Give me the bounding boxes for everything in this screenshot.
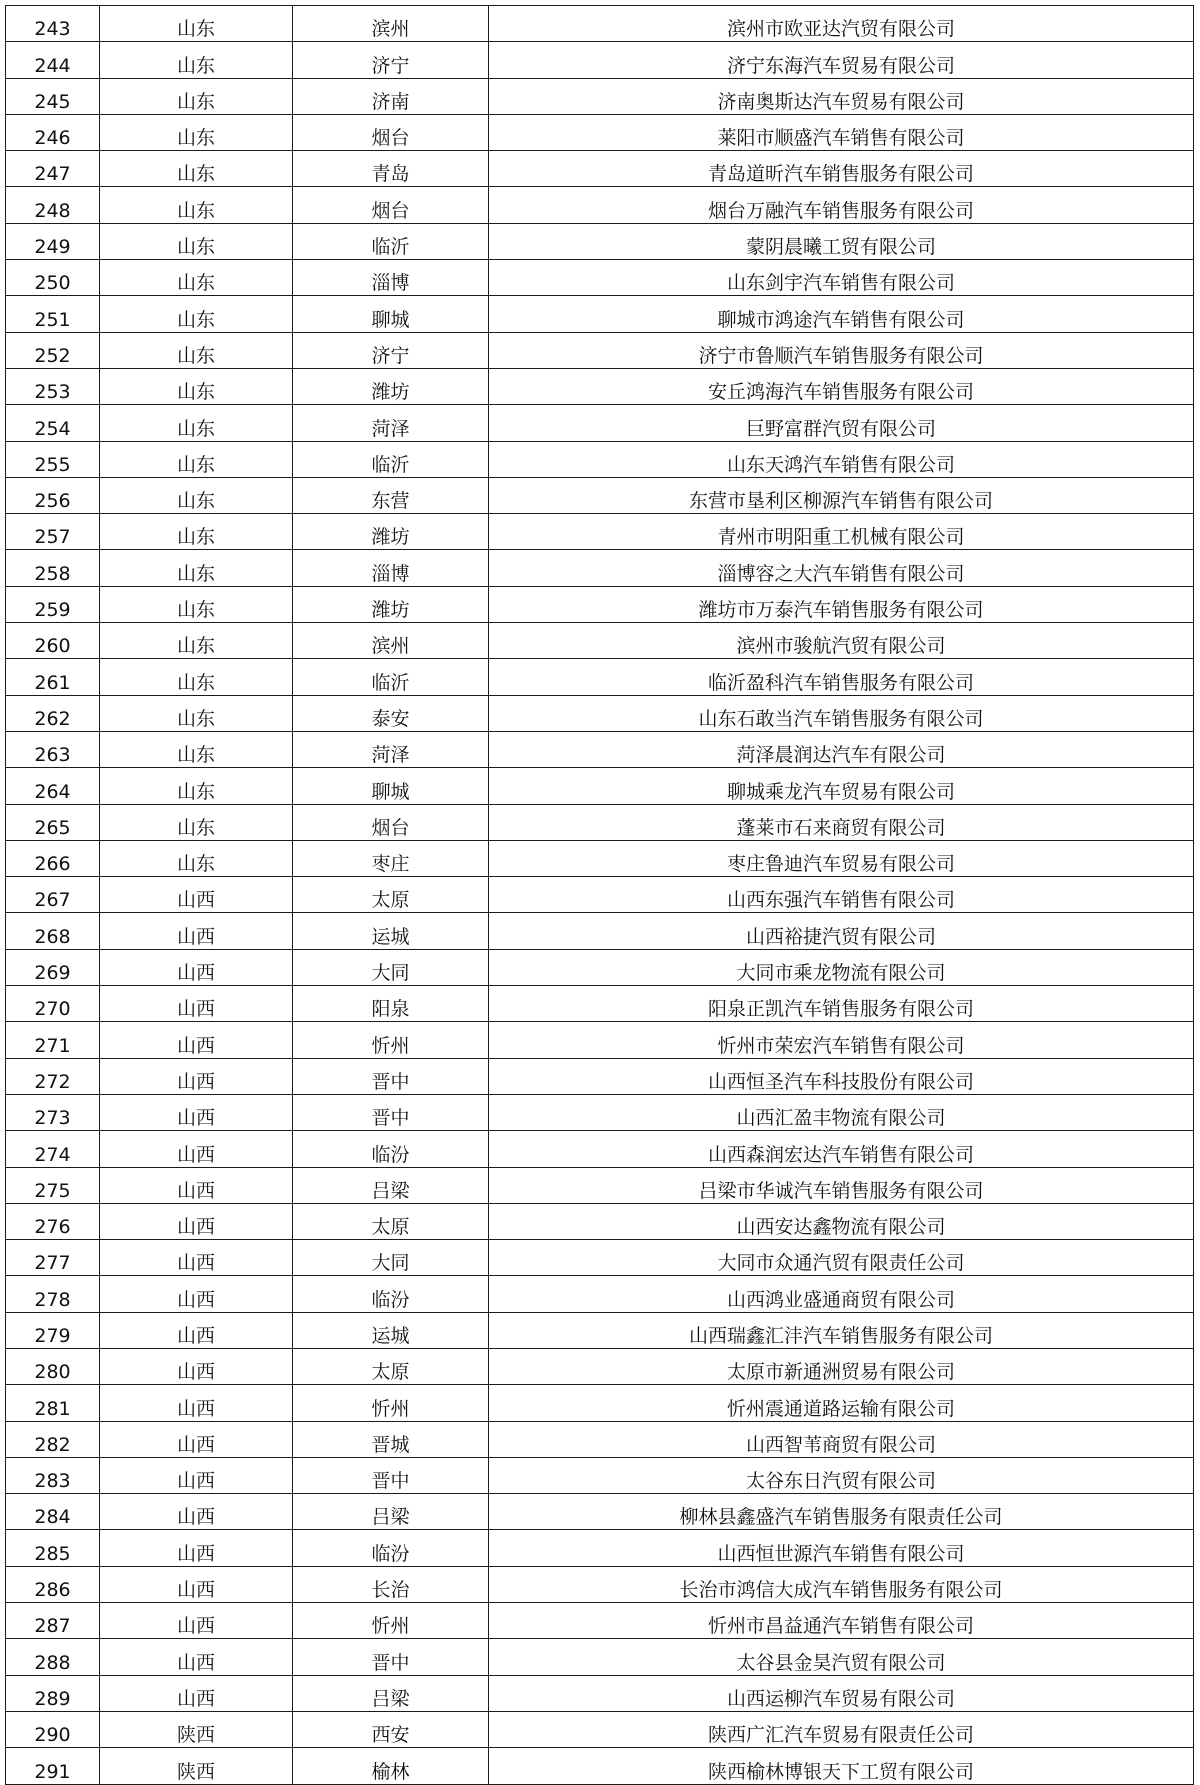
row-number-cell: 245 xyxy=(6,78,100,114)
table-row xyxy=(6,1131,1194,1167)
table-row xyxy=(6,1094,1194,1130)
province-cell: 山东 xyxy=(100,6,293,42)
company-name-cell: 山西森润宏达汽车销售有限公司 xyxy=(489,1131,1194,1167)
row-number-cell: 274 xyxy=(6,1131,100,1167)
table-row xyxy=(6,1639,1194,1675)
row-number-cell: 261 xyxy=(6,659,100,695)
city-cell: 太原 xyxy=(293,1203,489,1239)
table-row xyxy=(6,1276,1194,1312)
province-cell: 山东 xyxy=(100,514,293,550)
company-name-cell: 淄博容之大汽车销售有限公司 xyxy=(489,550,1194,586)
row-number-cell: 250 xyxy=(6,260,100,296)
province-cell: 山东 xyxy=(100,187,293,223)
company-name-cell: 枣庄鲁迪汽车贸易有限公司 xyxy=(489,840,1194,876)
table-row xyxy=(6,1530,1194,1566)
city-cell: 晋中 xyxy=(293,1457,489,1493)
table-row xyxy=(6,1203,1194,1239)
table-row xyxy=(6,6,1194,42)
city-cell: 运城 xyxy=(293,1312,489,1348)
province-cell: 山东 xyxy=(100,260,293,296)
row-number-cell: 264 xyxy=(6,768,100,804)
company-name-cell: 忻州市荣宏汽车销售有限公司 xyxy=(489,1022,1194,1058)
company-name-cell: 菏泽晨润达汽车有限公司 xyxy=(489,731,1194,767)
company-name-cell: 滨州市骏航汽贸有限公司 xyxy=(489,623,1194,659)
city-cell: 运城 xyxy=(293,913,489,949)
company-name-cell: 陕西榆林博银天下工贸有限公司 xyxy=(489,1748,1194,1784)
table-row xyxy=(6,913,1194,949)
company-name-cell: 柳林县鑫盛汽车销售服务有限责任公司 xyxy=(489,1494,1194,1530)
company-name-cell: 滨州市欧亚达汽贸有限公司 xyxy=(489,6,1194,42)
row-number-cell: 289 xyxy=(6,1675,100,1711)
table-row xyxy=(6,1348,1194,1384)
table-row xyxy=(6,1240,1194,1276)
table-row xyxy=(6,78,1194,114)
province-cell: 山西 xyxy=(100,1385,293,1421)
row-number-cell: 288 xyxy=(6,1639,100,1675)
province-cell: 山东 xyxy=(100,296,293,332)
table-row xyxy=(6,114,1194,150)
row-number-cell: 287 xyxy=(6,1603,100,1639)
row-number-cell: 260 xyxy=(6,623,100,659)
city-cell: 临沂 xyxy=(293,659,489,695)
table-row xyxy=(6,223,1194,259)
table-row xyxy=(6,441,1194,477)
row-number-cell: 247 xyxy=(6,151,100,187)
row-number-cell: 246 xyxy=(6,114,100,150)
company-name-cell: 阳泉正凯汽车销售服务有限公司 xyxy=(489,986,1194,1022)
province-cell: 山西 xyxy=(100,1457,293,1493)
province-cell: 山西 xyxy=(100,1639,293,1675)
city-cell: 阳泉 xyxy=(293,986,489,1022)
table-row xyxy=(6,1494,1194,1530)
row-number-cell: 252 xyxy=(6,332,100,368)
table-row xyxy=(6,986,1194,1022)
city-cell: 榆林 xyxy=(293,1748,489,1784)
row-number-cell: 249 xyxy=(6,223,100,259)
table-row xyxy=(6,296,1194,332)
city-cell: 临沂 xyxy=(293,441,489,477)
city-cell: 潍坊 xyxy=(293,514,489,550)
company-name-cell: 山西恒圣汽车科技股份有限公司 xyxy=(489,1058,1194,1094)
table-row xyxy=(6,1603,1194,1639)
row-number-cell: 259 xyxy=(6,586,100,622)
row-number-cell: 269 xyxy=(6,949,100,985)
province-cell: 山西 xyxy=(100,877,293,913)
province-cell: 山西 xyxy=(100,913,293,949)
province-cell: 山东 xyxy=(100,659,293,695)
city-cell: 聊城 xyxy=(293,296,489,332)
table-row xyxy=(6,659,1194,695)
province-cell: 陕西 xyxy=(100,1748,293,1784)
table-row xyxy=(6,550,1194,586)
row-number-cell: 263 xyxy=(6,731,100,767)
city-cell: 聊城 xyxy=(293,768,489,804)
province-cell: 山东 xyxy=(100,623,293,659)
table-row xyxy=(6,949,1194,985)
city-cell: 太原 xyxy=(293,877,489,913)
row-number-cell: 248 xyxy=(6,187,100,223)
province-cell: 山西 xyxy=(100,1022,293,1058)
row-number-cell: 271 xyxy=(6,1022,100,1058)
company-name-cell: 烟台万融汽车销售服务有限公司 xyxy=(489,187,1194,223)
company-name-cell: 大同市乘龙物流有限公司 xyxy=(489,949,1194,985)
table-row xyxy=(6,187,1194,223)
row-number-cell: 244 xyxy=(6,42,100,78)
table-row xyxy=(6,1675,1194,1711)
company-name-cell: 山西运柳汽车贸易有限公司 xyxy=(489,1675,1194,1711)
province-cell: 山西 xyxy=(100,1675,293,1711)
province-cell: 山东 xyxy=(100,731,293,767)
company-name-cell: 长治市鸿信大成汽车销售服务有限公司 xyxy=(489,1566,1194,1602)
row-number-cell: 255 xyxy=(6,441,100,477)
province-cell: 山西 xyxy=(100,1276,293,1312)
city-cell: 济南 xyxy=(293,78,489,114)
city-cell: 烟台 xyxy=(293,804,489,840)
city-cell: 忻州 xyxy=(293,1385,489,1421)
city-cell: 临汾 xyxy=(293,1530,489,1566)
province-cell: 山西 xyxy=(100,986,293,1022)
city-cell: 潍坊 xyxy=(293,586,489,622)
province-cell: 山西 xyxy=(100,1131,293,1167)
table-row xyxy=(6,1457,1194,1493)
province-cell: 山西 xyxy=(100,1530,293,1566)
row-number-cell: 291 xyxy=(6,1748,100,1784)
company-name-cell: 潍坊市万泰汽车销售服务有限公司 xyxy=(489,586,1194,622)
row-number-cell: 281 xyxy=(6,1385,100,1421)
company-name-cell: 济宁东海汽车贸易有限公司 xyxy=(489,42,1194,78)
province-cell: 山西 xyxy=(100,1240,293,1276)
company-name-cell: 聊城乘龙汽车贸易有限公司 xyxy=(489,768,1194,804)
row-number-cell: 272 xyxy=(6,1058,100,1094)
province-cell: 山东 xyxy=(100,441,293,477)
province-cell: 山西 xyxy=(100,1494,293,1530)
table-row xyxy=(6,586,1194,622)
province-cell: 陕西 xyxy=(100,1711,293,1747)
company-name-cell: 山西鸿业盛通商贸有限公司 xyxy=(489,1276,1194,1312)
row-number-cell: 284 xyxy=(6,1494,100,1530)
city-cell: 烟台 xyxy=(293,187,489,223)
city-cell: 晋中 xyxy=(293,1058,489,1094)
city-cell: 泰安 xyxy=(293,695,489,731)
province-cell: 山西 xyxy=(100,949,293,985)
company-name-cell: 山东剑宇汽车销售有限公司 xyxy=(489,260,1194,296)
city-cell: 济宁 xyxy=(293,42,489,78)
company-name-cell: 山西智苇商贸有限公司 xyxy=(489,1421,1194,1457)
province-cell: 山东 xyxy=(100,804,293,840)
row-number-cell: 251 xyxy=(6,296,100,332)
row-number-cell: 286 xyxy=(6,1566,100,1602)
table-row xyxy=(6,840,1194,876)
row-number-cell: 254 xyxy=(6,405,100,441)
row-number-cell: 253 xyxy=(6,368,100,404)
table-row xyxy=(6,1748,1194,1784)
row-number-cell: 280 xyxy=(6,1348,100,1384)
row-number-cell: 283 xyxy=(6,1457,100,1493)
table-row xyxy=(6,804,1194,840)
row-number-cell: 278 xyxy=(6,1276,100,1312)
province-cell: 山东 xyxy=(100,550,293,586)
province-cell: 山东 xyxy=(100,695,293,731)
row-number-cell: 256 xyxy=(6,477,100,513)
company-name-cell: 太原市新通洲贸易有限公司 xyxy=(489,1348,1194,1384)
row-number-cell: 258 xyxy=(6,550,100,586)
city-cell: 滨州 xyxy=(293,623,489,659)
row-number-cell: 275 xyxy=(6,1167,100,1203)
province-cell: 山西 xyxy=(100,1203,293,1239)
company-name-cell: 临沂盈科汽车销售服务有限公司 xyxy=(489,659,1194,695)
city-cell: 枣庄 xyxy=(293,840,489,876)
province-cell: 山东 xyxy=(100,78,293,114)
row-number-cell: 285 xyxy=(6,1530,100,1566)
company-name-cell: 忻州市昌益通汽车销售有限公司 xyxy=(489,1603,1194,1639)
company-name-cell: 东营市垦利区柳源汽车销售有限公司 xyxy=(489,477,1194,513)
company-name-cell: 陕西广汇汽车贸易有限责任公司 xyxy=(489,1711,1194,1747)
province-cell: 山东 xyxy=(100,332,293,368)
city-cell: 淄博 xyxy=(293,260,489,296)
province-cell: 山东 xyxy=(100,151,293,187)
city-cell: 吕梁 xyxy=(293,1167,489,1203)
row-number-cell: 282 xyxy=(6,1421,100,1457)
company-name-cell: 吕梁市华诚汽车销售服务有限公司 xyxy=(489,1167,1194,1203)
table-row xyxy=(6,1058,1194,1094)
province-cell: 山西 xyxy=(100,1312,293,1348)
city-cell: 晋中 xyxy=(293,1639,489,1675)
table-row xyxy=(6,368,1194,404)
province-cell: 山东 xyxy=(100,42,293,78)
province-cell: 山西 xyxy=(100,1058,293,1094)
company-name-cell: 济南奥斯达汽车贸易有限公司 xyxy=(489,78,1194,114)
province-cell: 山东 xyxy=(100,368,293,404)
table-row xyxy=(6,731,1194,767)
city-cell: 太原 xyxy=(293,1348,489,1384)
row-number-cell: 257 xyxy=(6,514,100,550)
row-number-cell: 268 xyxy=(6,913,100,949)
province-cell: 山东 xyxy=(100,840,293,876)
city-cell: 菏泽 xyxy=(293,405,489,441)
row-number-cell: 267 xyxy=(6,877,100,913)
city-cell: 晋中 xyxy=(293,1094,489,1130)
table-row xyxy=(6,695,1194,731)
table-row xyxy=(6,1312,1194,1348)
city-cell: 临汾 xyxy=(293,1276,489,1312)
city-cell: 潍坊 xyxy=(293,368,489,404)
table-row xyxy=(6,1566,1194,1602)
company-name-cell: 巨野富群汽贸有限公司 xyxy=(489,405,1194,441)
city-cell: 临沂 xyxy=(293,223,489,259)
company-name-cell: 青岛道昕汽车销售服务有限公司 xyxy=(489,151,1194,187)
row-number-cell: 266 xyxy=(6,840,100,876)
city-cell: 大同 xyxy=(293,949,489,985)
city-cell: 淄博 xyxy=(293,550,489,586)
province-cell: 山东 xyxy=(100,114,293,150)
row-number-cell: 273 xyxy=(6,1094,100,1130)
province-cell: 山西 xyxy=(100,1603,293,1639)
company-name-cell: 蓬莱市石来商贸有限公司 xyxy=(489,804,1194,840)
company-name-cell: 太谷东日汽贸有限公司 xyxy=(489,1457,1194,1493)
city-cell: 临汾 xyxy=(293,1131,489,1167)
company-name-cell: 聊城市鸿途汽车销售有限公司 xyxy=(489,296,1194,332)
city-cell: 滨州 xyxy=(293,6,489,42)
city-cell: 烟台 xyxy=(293,114,489,150)
row-number-cell: 270 xyxy=(6,986,100,1022)
row-number-cell: 290 xyxy=(6,1711,100,1747)
table-row xyxy=(6,42,1194,78)
province-cell: 山东 xyxy=(100,223,293,259)
city-cell: 青岛 xyxy=(293,151,489,187)
company-name-cell: 大同市众通汽贸有限责任公司 xyxy=(489,1240,1194,1276)
company-name-cell: 山西东强汽车销售有限公司 xyxy=(489,877,1194,913)
city-cell: 大同 xyxy=(293,1240,489,1276)
table-row xyxy=(6,405,1194,441)
company-name-cell: 山东石敢当汽车销售服务有限公司 xyxy=(489,695,1194,731)
city-cell: 菏泽 xyxy=(293,731,489,767)
table-row xyxy=(6,151,1194,187)
city-cell: 西安 xyxy=(293,1711,489,1747)
city-cell: 晋城 xyxy=(293,1421,489,1457)
table-row xyxy=(6,1167,1194,1203)
table-row xyxy=(6,1421,1194,1457)
city-cell: 吕梁 xyxy=(293,1494,489,1530)
dealer-table xyxy=(5,5,1194,1785)
city-cell: 长治 xyxy=(293,1566,489,1602)
company-name-cell: 山西裕捷汽贸有限公司 xyxy=(489,913,1194,949)
province-cell: 山西 xyxy=(100,1566,293,1602)
company-name-cell: 莱阳市顺盛汽车销售有限公司 xyxy=(489,114,1194,150)
city-cell: 济宁 xyxy=(293,332,489,368)
row-number-cell: 243 xyxy=(6,6,100,42)
city-cell: 忻州 xyxy=(293,1603,489,1639)
company-name-cell: 山东天鸿汽车销售有限公司 xyxy=(489,441,1194,477)
table-row xyxy=(6,1022,1194,1058)
company-name-cell: 山西汇盈丰物流有限公司 xyxy=(489,1094,1194,1130)
province-cell: 山西 xyxy=(100,1094,293,1130)
company-name-cell: 山西恒世源汽车销售有限公司 xyxy=(489,1530,1194,1566)
city-cell: 忻州 xyxy=(293,1022,489,1058)
company-name-cell: 山西瑞鑫汇沣汽车销售服务有限公司 xyxy=(489,1312,1194,1348)
province-cell: 山东 xyxy=(100,768,293,804)
company-name-cell: 蒙阴晨曦工贸有限公司 xyxy=(489,223,1194,259)
company-name-cell: 安丘鸿海汽车销售服务有限公司 xyxy=(489,368,1194,404)
row-number-cell: 277 xyxy=(6,1240,100,1276)
table-row xyxy=(6,332,1194,368)
company-name-cell: 青州市明阳重工机械有限公司 xyxy=(489,514,1194,550)
table-row xyxy=(6,260,1194,296)
row-number-cell: 279 xyxy=(6,1312,100,1348)
province-cell: 山东 xyxy=(100,477,293,513)
dealer-table-body xyxy=(6,6,1194,1785)
city-cell: 东营 xyxy=(293,477,489,513)
table-row xyxy=(6,623,1194,659)
company-name-cell: 山西安达鑫物流有限公司 xyxy=(489,1203,1194,1239)
table-row xyxy=(6,768,1194,804)
row-number-cell: 262 xyxy=(6,695,100,731)
row-number-cell: 276 xyxy=(6,1203,100,1239)
row-number-cell: 265 xyxy=(6,804,100,840)
table-row xyxy=(6,477,1194,513)
company-name-cell: 太谷县金昊汽贸有限公司 xyxy=(489,1639,1194,1675)
province-cell: 山西 xyxy=(100,1421,293,1457)
company-name-cell: 济宁市鲁顺汽车销售服务有限公司 xyxy=(489,332,1194,368)
province-cell: 山西 xyxy=(100,1167,293,1203)
table-row xyxy=(6,1385,1194,1421)
province-cell: 山西 xyxy=(100,1348,293,1384)
province-cell: 山东 xyxy=(100,405,293,441)
table-row xyxy=(6,1711,1194,1747)
table-row xyxy=(6,514,1194,550)
province-cell: 山东 xyxy=(100,586,293,622)
city-cell: 吕梁 xyxy=(293,1675,489,1711)
company-name-cell: 忻州震通道路运输有限公司 xyxy=(489,1385,1194,1421)
table-row xyxy=(6,877,1194,913)
